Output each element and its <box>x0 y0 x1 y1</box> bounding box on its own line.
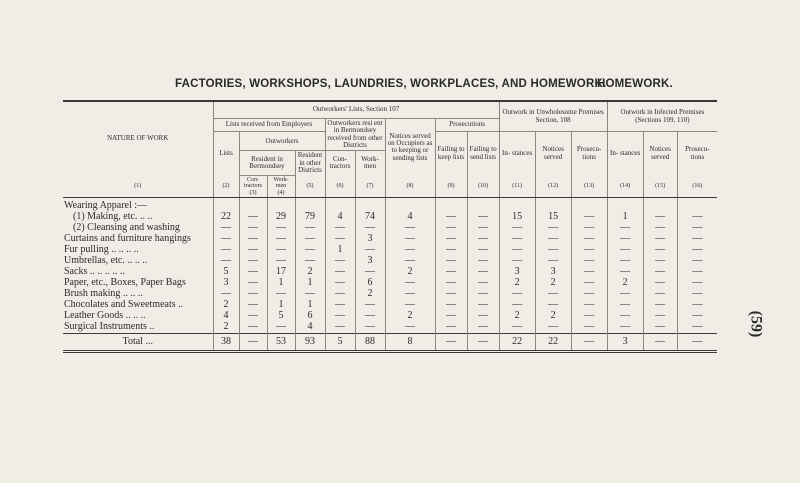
workmen-header: Work- men <box>273 176 289 190</box>
column-number: (8) <box>385 175 435 197</box>
value-cell: 17 <box>267 267 295 278</box>
row-label-text: Total <box>122 335 143 347</box>
value-cell: — <box>267 245 295 256</box>
value-cell: — <box>239 256 267 267</box>
nature-header: NATURE OF WORK <box>63 101 213 175</box>
value-cell: — <box>467 245 499 256</box>
value-cell: — <box>355 223 385 234</box>
resident-bermondsey-header: Resident in Bermondsey <box>239 151 295 176</box>
value-cell: — <box>355 267 385 278</box>
value-cell: — <box>385 256 435 267</box>
other-workmen-header: Work- men <box>355 151 385 176</box>
column-number: (10) <box>467 175 499 197</box>
outworkers-lists-header: Outworkers' Lists, Section 107 <box>213 101 499 119</box>
value-cell: — <box>239 278 267 289</box>
value-cell: — <box>385 322 435 334</box>
value-cell: — <box>643 322 677 334</box>
value-cell: 2 <box>213 300 239 311</box>
value-cell: — <box>239 311 267 322</box>
contractors-header: Con- tractors <box>244 176 262 190</box>
value-cell: — <box>385 234 435 245</box>
value-cell: 3 <box>355 234 385 245</box>
value-cell: — <box>435 311 467 322</box>
value-cell: — <box>643 234 677 245</box>
value-cell: — <box>499 300 535 311</box>
value-cell: 1 <box>295 300 325 311</box>
value-cell: 22 <box>499 333 535 351</box>
page-subtitle: HOMEWORK. <box>597 78 673 90</box>
value-cell: 3 <box>535 267 571 278</box>
value-cell: — <box>385 289 435 300</box>
column-number: (12) <box>535 175 571 197</box>
value-cell: — <box>499 322 535 334</box>
leader-dots: .. .. .. <box>127 255 148 267</box>
value-cell: 1 <box>295 278 325 289</box>
infected-premises-header: Outwork in Infected Premises (Sections 109, 110) <box>607 101 717 132</box>
value-cell: — <box>239 322 267 334</box>
value-cell: 2 <box>535 278 571 289</box>
value-cell: 15 <box>535 212 571 223</box>
row-label-text: Sacks <box>64 266 88 278</box>
value-cell: — <box>213 234 239 245</box>
value-cell: 2 <box>499 278 535 289</box>
leader-dots: .. .. <box>139 211 153 223</box>
value-cell: — <box>535 234 571 245</box>
value-cell: — <box>355 322 385 334</box>
value-cell: 3 <box>499 267 535 278</box>
value-cell: 5 <box>267 311 295 322</box>
value-cell: — <box>385 278 435 289</box>
outworkers-header: Outworkers <box>239 132 325 151</box>
value-cell: — <box>571 333 607 351</box>
value-cell: — <box>435 223 467 234</box>
value-cell: — <box>677 223 717 234</box>
value-cell: — <box>435 322 467 334</box>
leader-dots: .. .. .. .. .. <box>89 266 125 278</box>
unwholesome-notices-header: Notices served <box>535 132 571 176</box>
value-cell: — <box>571 223 607 234</box>
row-label <box>63 322 213 334</box>
value-cell: — <box>499 223 535 234</box>
column-number: (16) <box>677 175 717 197</box>
value-cell: 5 <box>213 267 239 278</box>
value-cell: — <box>325 256 355 267</box>
unwholesome-instances-header: In- stances <box>499 132 535 176</box>
value-cell: — <box>435 234 467 245</box>
leader-dots: ... <box>145 335 153 347</box>
other-contractors-header: Con- tractors <box>325 151 355 176</box>
row-label-text: Umbrellas, etc. <box>64 255 125 267</box>
value-cell: 4 <box>385 212 435 223</box>
page-title: FACTORIES, WORKSHOPS, LAUNDRIES, WORKPLACES, AND HOMEWORK. <box>175 78 607 90</box>
value-cell: — <box>239 333 267 351</box>
column-number: Work- men (4) <box>267 175 295 197</box>
failing-keep-header: Failing to keep lists <box>435 132 467 176</box>
value-cell: — <box>643 267 677 278</box>
row-label-text: Brush making <box>64 288 121 300</box>
value-cell: — <box>677 322 717 334</box>
leader-dots: .. .. .. <box>125 310 146 322</box>
lists-header: Lists <box>213 132 239 176</box>
value-cell: — <box>267 289 295 300</box>
leader-dots: .. <box>178 299 184 311</box>
value-cell: — <box>435 289 467 300</box>
value-cell: — <box>239 223 267 234</box>
value-cell: 22 <box>535 333 571 351</box>
value-cell: — <box>571 322 607 334</box>
value-cell: 3 <box>213 278 239 289</box>
section-row <box>63 197 717 212</box>
value-cell: — <box>535 223 571 234</box>
value-cell: — <box>213 245 239 256</box>
value-cell: — <box>499 245 535 256</box>
value-cell: 2 <box>213 322 239 334</box>
value-cell: — <box>467 234 499 245</box>
column-number: (7) <box>355 175 385 197</box>
value-cell: — <box>677 300 717 311</box>
row-label-text: Fur pulling <box>64 244 109 256</box>
unwholesome-prosecutions-header: Prosecu- tions <box>571 132 607 176</box>
value-cell: — <box>467 267 499 278</box>
value-cell: 2 <box>295 267 325 278</box>
column-number: (6) <box>325 175 355 197</box>
value-cell: — <box>643 289 677 300</box>
value-cell: — <box>385 223 435 234</box>
value-cell: 38 <box>213 333 239 351</box>
value-cell: — <box>239 245 267 256</box>
infected-prosecutions-header: Prosecu- tions <box>677 132 717 176</box>
value-cell: — <box>435 300 467 311</box>
row-label-text: Paper, etc., Boxes, Paper Bags <box>64 277 186 289</box>
row-label-text: Surgical Instruments <box>64 321 147 333</box>
value-cell: 53 <box>267 333 295 351</box>
row-label <box>63 333 213 351</box>
row-label-text: Curtains and furniture hangings <box>64 233 191 245</box>
value-cell: 22 <box>213 212 239 223</box>
value-cell: — <box>385 245 435 256</box>
value-cell: — <box>535 289 571 300</box>
value-cell: — <box>499 234 535 245</box>
value-cell: — <box>467 256 499 267</box>
column-number: (9) <box>435 175 467 197</box>
value-cell: — <box>499 289 535 300</box>
infected-notices-header: Notices served <box>643 132 677 176</box>
value-cell: — <box>435 256 467 267</box>
value-cell: — <box>267 234 295 245</box>
value-cell: — <box>385 300 435 311</box>
value-cell: 4 <box>325 212 355 223</box>
leader-dots: .. .. .. .. <box>111 244 139 256</box>
value-cell: — <box>607 322 643 334</box>
value-cell: 15 <box>499 212 535 223</box>
value-cell: — <box>677 311 717 322</box>
column-number: (1) <box>63 175 213 197</box>
value-cell: 2 <box>499 311 535 322</box>
value-cell: 74 <box>355 212 385 223</box>
value-cell: — <box>607 289 643 300</box>
value-cell: — <box>607 311 643 322</box>
total-row <box>63 333 717 351</box>
value-cell: — <box>677 278 717 289</box>
value-cell: — <box>239 289 267 300</box>
value-cell: — <box>643 333 677 351</box>
value-cell: — <box>677 245 717 256</box>
value-cell: — <box>677 234 717 245</box>
value-cell: — <box>295 223 325 234</box>
value-cell: — <box>571 267 607 278</box>
value-cell: — <box>535 300 571 311</box>
value-cell: 2 <box>355 289 385 300</box>
table-body <box>63 197 717 351</box>
prosecutions-header: Prosecutions <box>435 119 499 132</box>
value-cell: — <box>239 212 267 223</box>
value-cell: 3 <box>607 333 643 351</box>
value-cell: — <box>677 212 717 223</box>
value-cell: — <box>677 256 717 267</box>
column-number: (14) <box>607 175 643 197</box>
value-cell: — <box>643 311 677 322</box>
value-cell: — <box>467 300 499 311</box>
table-header <box>63 101 717 197</box>
value-cell: — <box>535 256 571 267</box>
value-cell: — <box>643 223 677 234</box>
value-cell: — <box>325 223 355 234</box>
value-cell: 1 <box>267 300 295 311</box>
value-cell: — <box>213 223 239 234</box>
value-cell: 4 <box>295 322 325 334</box>
column-number: (15) <box>643 175 677 197</box>
column-number-row <box>63 175 717 197</box>
value-cell: — <box>467 223 499 234</box>
value-cell: — <box>325 267 355 278</box>
value-cell: — <box>467 333 499 351</box>
value-cell: — <box>295 234 325 245</box>
value-cell: 1 <box>607 212 643 223</box>
value-cell: 6 <box>295 311 325 322</box>
value-cell: — <box>643 278 677 289</box>
row-label-text: (1) Making, etc. <box>73 211 138 223</box>
page-number: (59) <box>747 310 765 338</box>
value-cell: — <box>571 245 607 256</box>
value-cell: — <box>435 267 467 278</box>
value-cell: 6 <box>355 278 385 289</box>
value-cell: — <box>295 245 325 256</box>
value-cell: — <box>571 256 607 267</box>
section-label: Wearing Apparel :— <box>64 200 148 212</box>
value-cell: — <box>535 245 571 256</box>
column-number: (11) <box>499 175 535 197</box>
column-number: (5) <box>295 175 325 197</box>
value-cell: — <box>677 289 717 300</box>
value-cell: — <box>355 300 385 311</box>
value-cell: — <box>325 322 355 334</box>
value-cell: — <box>325 278 355 289</box>
value-cell: — <box>355 245 385 256</box>
value-cell: — <box>325 300 355 311</box>
value-cell: — <box>467 311 499 322</box>
value-cell: 3 <box>355 256 385 267</box>
value-cell: — <box>677 333 717 351</box>
value-cell: 5 <box>325 333 355 351</box>
value-cell: — <box>435 333 467 351</box>
value-cell: — <box>467 322 499 334</box>
value-cell: 88 <box>355 333 385 351</box>
value-cell: 93 <box>295 333 325 351</box>
value-cell: — <box>571 278 607 289</box>
infected-instances-header: In- stances <box>607 132 643 176</box>
value-cell: — <box>295 256 325 267</box>
row-label-text: (2) Cleansing and washing <box>73 222 180 234</box>
value-cell: 8 <box>385 333 435 351</box>
value-cell: — <box>267 322 295 334</box>
value-cell: — <box>607 223 643 234</box>
column-number: Con- tractors (3) <box>239 175 267 197</box>
value-cell: — <box>643 245 677 256</box>
notices-served-header: Notices served on Occupiers as to keeping or sending lists <box>385 119 435 176</box>
value-cell: — <box>267 223 295 234</box>
value-cell: — <box>607 267 643 278</box>
value-cell: — <box>325 289 355 300</box>
value-cell: — <box>239 300 267 311</box>
value-cell: — <box>499 256 535 267</box>
unwholesome-premises-header: Outwork in Unwholesome Premises Section, 108 <box>499 101 607 132</box>
value-cell: — <box>467 212 499 223</box>
value-cell: — <box>435 212 467 223</box>
value-cell: 79 <box>295 212 325 223</box>
value-cell: — <box>643 212 677 223</box>
value-cell: 1 <box>267 278 295 289</box>
lists-received-header: Lists received from Employers <box>213 119 325 132</box>
value-cell: — <box>607 300 643 311</box>
row-label-text: Chocolates and Sweetmeats <box>64 299 176 311</box>
failing-send-header: Failing to send lists <box>467 132 499 176</box>
value-cell: — <box>607 245 643 256</box>
resident-other-header: Resident in other Districts <box>295 151 325 176</box>
value-cell: — <box>325 311 355 322</box>
value-cell: — <box>607 234 643 245</box>
outworkers-resident-header: Outworkers resi ent in Bermondsey received from other Districts <box>325 119 385 151</box>
value-cell: 1 <box>325 245 355 256</box>
value-cell: — <box>239 267 267 278</box>
value-cell: — <box>213 289 239 300</box>
column-number: (13) <box>571 175 607 197</box>
value-cell: 2 <box>385 311 435 322</box>
value-cell: — <box>213 256 239 267</box>
value-cell: — <box>643 300 677 311</box>
value-cell: 2 <box>607 278 643 289</box>
value-cell: — <box>325 234 355 245</box>
table-row <box>63 322 717 334</box>
value-cell: 2 <box>535 311 571 322</box>
leader-dots: .. <box>149 321 155 333</box>
value-cell: — <box>267 256 295 267</box>
leader-dots: .. .. .. <box>122 288 143 300</box>
value-cell: — <box>467 289 499 300</box>
value-cell: — <box>571 234 607 245</box>
value-cell: — <box>677 267 717 278</box>
value-cell: — <box>535 322 571 334</box>
value-cell: — <box>435 245 467 256</box>
value-cell: — <box>571 311 607 322</box>
value-cell: — <box>571 212 607 223</box>
value-cell: 4 <box>213 311 239 322</box>
value-cell: — <box>355 311 385 322</box>
value-cell: — <box>643 256 677 267</box>
value-cell: 29 <box>267 212 295 223</box>
column-number: (2) <box>213 175 239 197</box>
value-cell: — <box>571 300 607 311</box>
homework-table <box>63 100 717 353</box>
value-cell: — <box>435 278 467 289</box>
value-cell: — <box>239 234 267 245</box>
value-cell: — <box>607 256 643 267</box>
value-cell: — <box>467 278 499 289</box>
row-label-text: Leather Goods <box>64 310 124 322</box>
value-cell: — <box>295 289 325 300</box>
value-cell: — <box>571 289 607 300</box>
value-cell: 2 <box>385 267 435 278</box>
